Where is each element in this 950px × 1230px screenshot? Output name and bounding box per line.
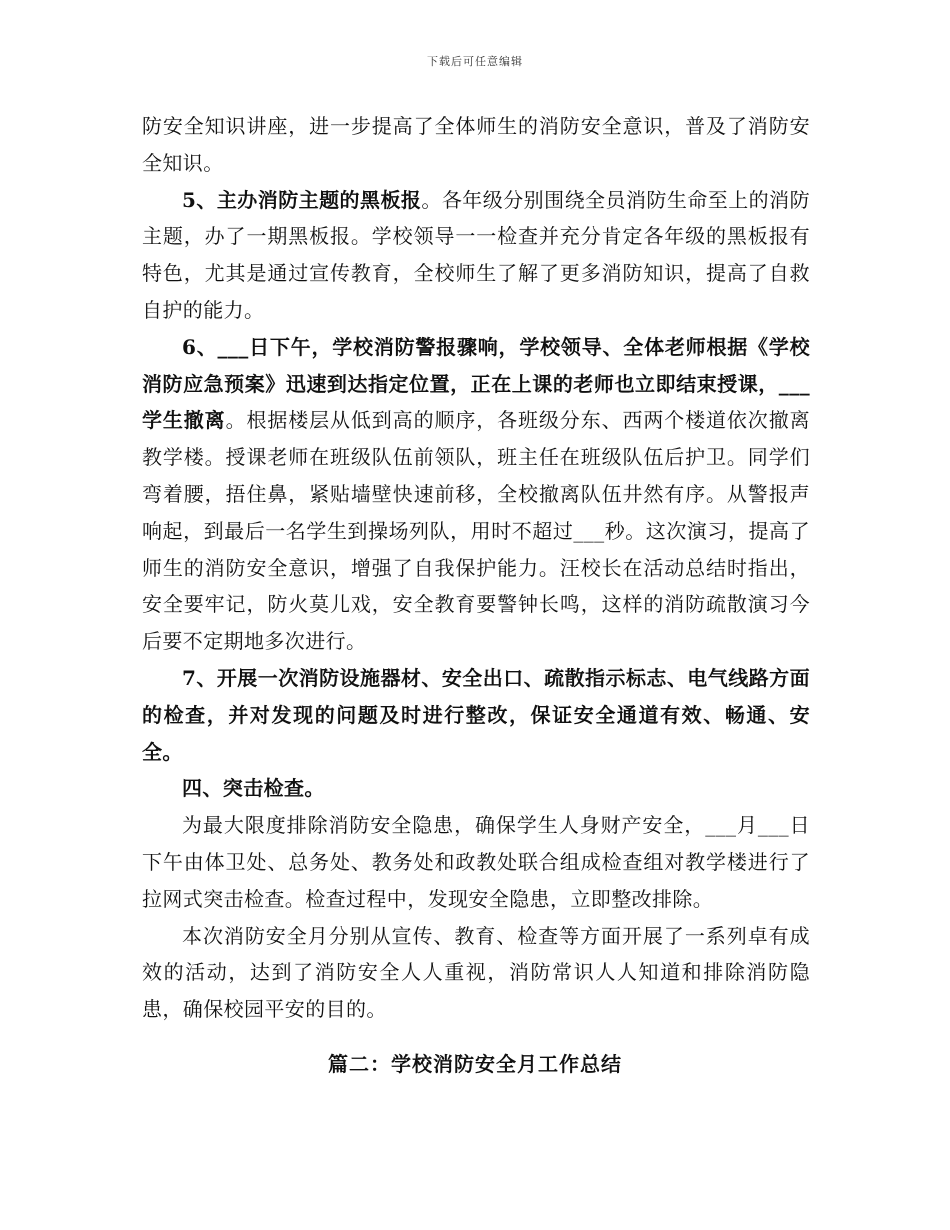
document-body bbox=[142, 108, 810, 1028]
paragraph-inspection: 为最大限度排除消防安全隐患，确保学生人身财产安全，___月___日下午由体卫处、总务处、教务处和政教处联合组成检查组对教学楼进行了拉网式突击检查。检查过程中，发现安全隐患，立即整改排除。 bbox=[142, 813, 810, 911]
item-6-text: 。根据楼层从低到高的顺序，各班级分东、西两个楼道依次撤离教学楼。授课老师在班级队伍前领队，班主任在班级队伍后护卫。同学们弯着腰，捂住鼻，紧贴墙壁快速前移，全校撤离队伍井然有序。从警报声响起，到最后一名学生到操场列队，用时不超过___秒。这次演习，提高了师生的消防安全意识，增强了自我保护能力。汪校长在活动总结时指出，安全要牢记，防火莫儿戏，安全教育要警钟长鸣，这样的消防疏散演习今后要不定期地多次进行。 bbox=[142, 408, 810, 654]
paragraph-item-6 bbox=[142, 329, 810, 660]
paragraph-summary: 本次消防安全月分别从宣传、教育、检查等方面开展了一系列卓有成效的活动，达到了消防安全人人重视，消防常识人人知道和排除消防隐患，确保校园平安的目的。 bbox=[142, 923, 810, 1022]
item-5-text: 。各年级分别围绕全员消防生命至上的消防主题，办了一期黑板报。学校领导一一检查并充分肯定各年级的黑板报有特色，尤其是通过宣传教育，全校师生了解了更多消防知识，提高了自救自护的能力。 bbox=[142, 187, 810, 322]
section-title: 篇二：学校消防安全月工作总结 bbox=[328, 1052, 622, 1076]
item-5-heading: 5、主办消防主题的黑板报 bbox=[182, 187, 422, 212]
paragraph-item-7: 7、开展一次消防设施器材、安全出口、疏散指示标志、电气线路方面的检查，并对发现的问题及时进行整改，保证安全通道有效、畅通、安全。 bbox=[142, 665, 810, 764]
heading-surprise-inspection: 四、突击检查。 bbox=[182, 776, 325, 801]
item-6-heading: 6、___日下午，学校消防警报骤响，学校领导、全体老师根据《学校消防应急预案》迅速到达指定位置，正在上课的老师也立即结束授课，___学生撤离 bbox=[142, 334, 810, 433]
paragraph-item-5 bbox=[142, 182, 810, 329]
page-header: 下载后可任意编辑 bbox=[427, 55, 523, 68]
paragraph-0: 防安全知识讲座，进一步提高了全体师生的消防安全意识，普及了消防安全知识。 bbox=[142, 114, 810, 175]
